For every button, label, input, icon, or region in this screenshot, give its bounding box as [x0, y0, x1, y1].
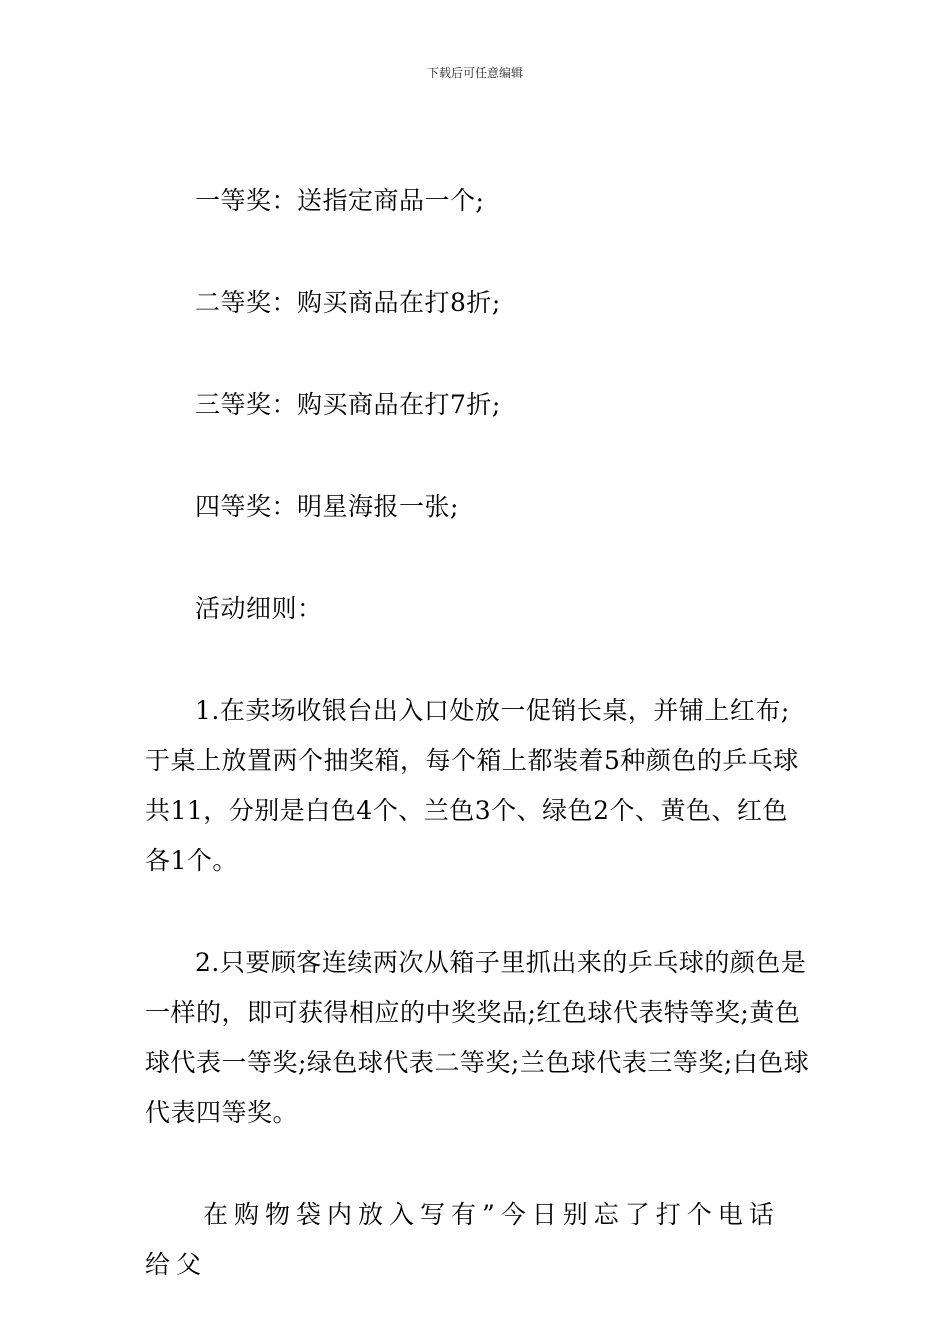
rules-heading: 活动细则：: [195, 594, 323, 623]
prize-first-paragraph: 一等奖：送指定商品一个;: [195, 186, 485, 215]
page-header-note: 下载后可任意编辑: [426, 66, 523, 80]
prize-fourth-paragraph: 四等奖：明星海报一张;: [195, 492, 459, 521]
rule-2-paragraph: 2.只要顾客连续两次从箱子里抓出来的乒乓球的颜色是一样的，即可获得相应的中奖奖品;红色球代表特等奖;黄色球代表一等奖;绿色球代表二等奖;兰色球代表三等奖;白色球代表四等奖。: [145, 948, 810, 1127]
prize-second-paragraph: 二等奖：购买商品在打8折;: [195, 288, 501, 317]
prize-third-paragraph: 三等奖：购买商品在打7折;: [195, 390, 501, 419]
shopping-bag-paragraph: 在购物袋内放入写有”今日别忘了打个电话给父: [145, 1200, 780, 1279]
document-body: [145, 176, 810, 1290]
rule-1-paragraph: 1.在卖场收银台出入口处放一促销长桌，并铺上红布;于桌上放置两个抽奖箱，每个箱上都装着5种颜色的乒乓球共11，分别是白色4个、兰色3个、绿色2个、黄色、红色各1个。: [145, 696, 799, 875]
